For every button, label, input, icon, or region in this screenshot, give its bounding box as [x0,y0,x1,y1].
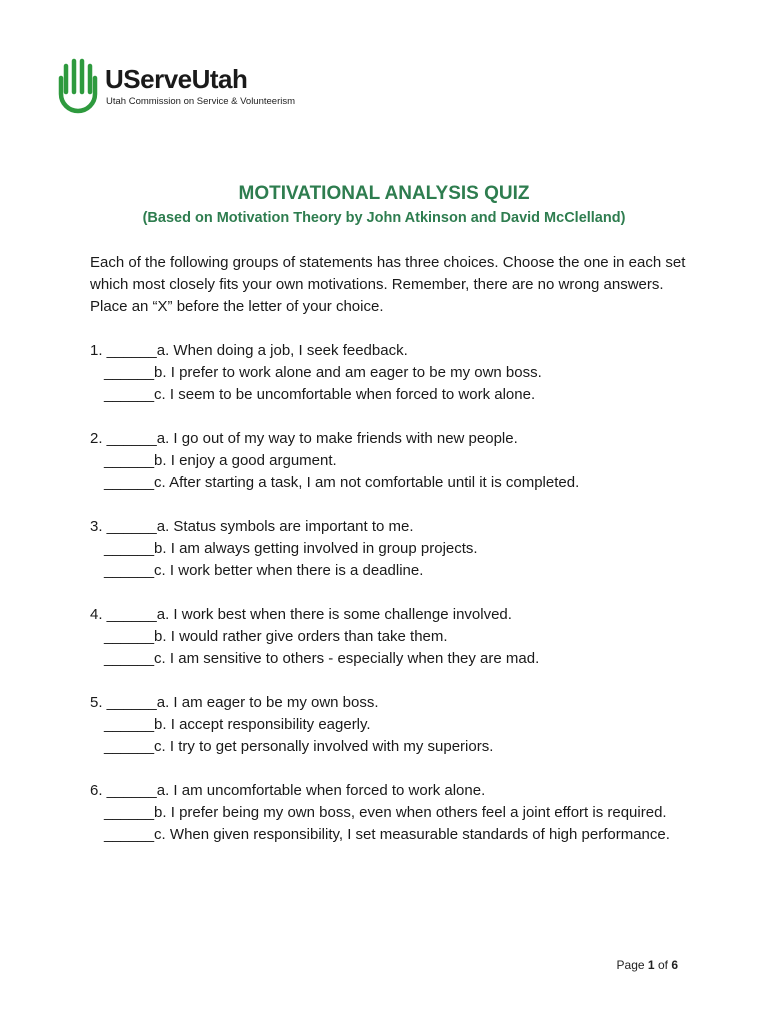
option-b[interactable] [90,450,710,472]
option-b[interactable] [90,626,710,648]
option-c[interactable] [90,824,710,846]
option-text: I work better when there is a deadline. [169,562,424,579]
option-a[interactable] [90,516,710,538]
answer-blank: ______b. [104,364,167,381]
page-total: 6 [671,958,678,972]
instructions: Each of the following groups of statements has three choices. Choose the one in each set which most closely fits your own motivations. Remember, there are no wrong answers. Place an “X” before the letter of your choice. [90,254,686,315]
option-text: I accept responsibility eagerly. [170,716,371,733]
answer-blank: 3. ______a. [90,518,170,535]
answer-blank: ______c. [104,474,166,491]
option-a[interactable] [90,780,710,802]
answer-blank: ______b. [104,628,167,645]
option-c[interactable] [90,736,710,758]
option-text: Status symbols are important to me. [173,518,414,535]
option-a[interactable] [90,340,710,362]
option-c[interactable] [90,560,710,582]
answer-blank: 2. ______a. [90,430,170,447]
option-b[interactable] [90,362,710,384]
quiz-list [90,340,710,868]
option-text: I am always getting involved in group projects. [170,540,478,557]
option-text: I am eager to be my own boss. [173,694,379,711]
page-title: MOTIVATIONAL ANALYSIS QUIZ [238,183,530,204]
answer-blank: ______c. [104,826,166,843]
option-b[interactable] [90,802,710,824]
question [90,340,710,406]
option-c[interactable] [90,472,710,494]
answer-blank: ______b. [104,540,167,557]
option-a[interactable] [90,692,710,714]
option-text: I prefer to work alone and am eager to be my own boss. [170,364,542,381]
option-text: I try to get personally involved with my superiors. [169,738,494,755]
question [90,604,710,670]
option-text: I seem to be uncomfortable when forced to work alone. [169,386,536,403]
answer-blank: 6. ______a. [90,782,170,799]
answer-blank: ______c. [104,738,166,755]
page-indicator [617,958,678,972]
page-of: of [657,958,668,972]
answer-blank: 4. ______a. [90,606,170,623]
question [90,428,710,494]
option-text: When doing a job, I seek feedback. [173,342,408,359]
answer-blank: ______b. [104,804,167,821]
hand-logo-icon [58,58,98,116]
option-text: I prefer being my own boss, even when others feel a joint effort is required. [170,804,667,821]
page-current: 1 [647,958,655,972]
answer-blank: ______c. [104,386,166,403]
brand-name: UServeUtah [105,64,248,94]
option-c[interactable] [90,384,710,406]
answer-blank: 5. ______a. [90,694,170,711]
option-c[interactable] [90,648,710,670]
option-text: I work best when there is some challenge involved. [173,606,512,623]
option-text: I am sensitive to others - especially when they are mad. [169,650,540,667]
option-a[interactable] [90,428,710,450]
option-b[interactable] [90,538,710,560]
brand-tagline: Utah Commission on Service & Volunteerism [106,96,296,107]
option-text: I am uncomfortable when forced to work alone. [173,782,486,799]
option-text: I go out of my way to make friends with new people. [173,430,518,447]
option-text: When given responsibility, I set measurable standards of high performance. [169,826,670,843]
option-a[interactable] [90,604,710,626]
answer-blank: ______b. [104,716,167,733]
option-text: I enjoy a good argument. [170,452,337,469]
option-text: I would rather give orders than take them. [170,628,448,645]
answer-blank: 1. ______a. [90,342,170,359]
question [90,780,710,846]
page-subtitle: (Based on Motivation Theory by John Atkinson and David McClelland) [142,210,626,226]
answer-blank: ______c. [104,650,166,667]
question [90,692,710,758]
answer-blank: ______b. [104,452,167,469]
option-text: After starting a task, I am not comfortable until it is completed. [169,474,580,491]
answer-blank: ______c. [104,562,166,579]
option-b[interactable] [90,714,710,736]
page-label: Page [616,958,645,972]
question [90,516,710,582]
logo [58,56,298,118]
